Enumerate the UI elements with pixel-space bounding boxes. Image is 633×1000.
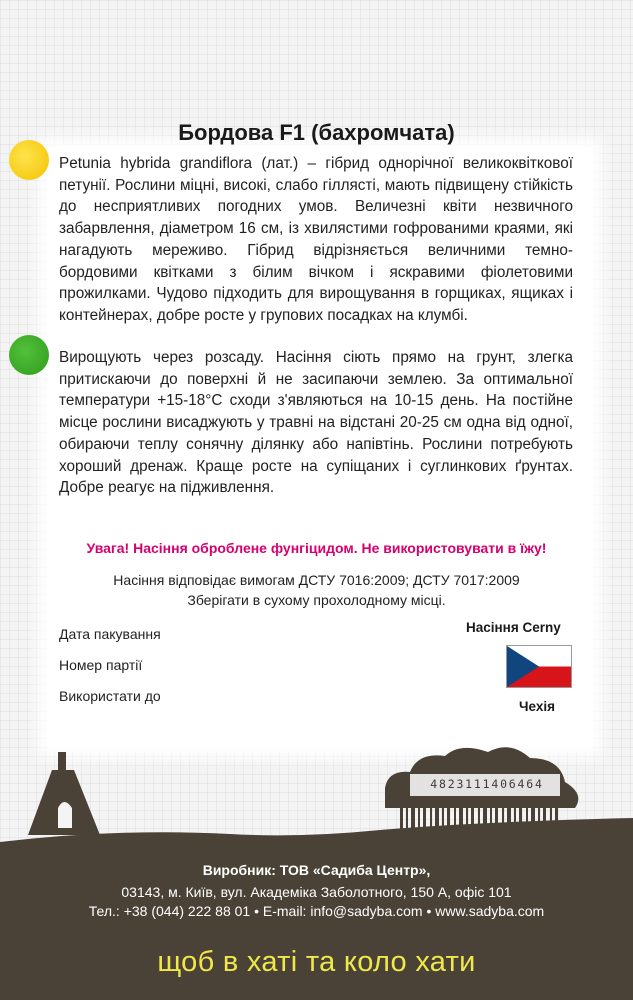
pack-date-label: Дата пакування [59,626,161,642]
contacts-text: Тел.: +38 (044) 222 88 01 • E-mail: info@sadyba.com • www.sadyba.com [88,903,545,919]
product-title: Бордова F1 (бахромчата) [178,120,455,145]
address-text: 03143, м. Київ, вул. Академіка Заболотного, 150 А, офіс 101 [121,884,512,900]
barcode-number: 4823111406464 [430,777,544,791]
country-name: Чехія [519,699,555,714]
yellow-dot-icon [9,140,49,180]
czech-flag-icon [506,645,572,688]
use-by-label: Використати до [59,688,161,704]
description-paragraph: Petunia hybrida grandiflora (лат.) – гібрид однорічної великоквіткової петунії. Рослини міцні, високі, слабо гіллясті, мають підвищену стійкість до несприятливих погодних умов. Величезні квіти незвичного забарвлення, діаметром 16 см, із хвилястими гофрованими краями, які нагадують мереживо. Гібрид відрізняється величними темно-бордовими квітками з білим вічком і яскравими фіолетовими прожилками. Чудово підходить для вирощування в горщиках, ящиках і контейнерах, добре росте у групових посадках на клумбі. [59,155,573,324]
warning-text: Увага! Насіння оброблене фунгіцидом. Не використовувати в їжу! [86,540,547,556]
standards-text: Насіння відповідає вимогам ДСТУ 7016:2009; ДСТУ 7017:2009 [113,572,520,588]
house-silhouette-icon [0,730,633,855]
slogan-text: щоб в хаті та коло хати [157,946,476,978]
batch-label: Номер партії [59,657,143,673]
producer-text: Виробник: ТОВ «Садиба Центр», [202,862,431,878]
brand-name: Насіння Cerny [466,620,561,635]
storage-text: Зберігати в сухому прохолодному місці. [187,592,446,608]
green-dot-icon [9,335,49,375]
growing-paragraph: Вирощують через розсаду. Насіння сіють прямо на грунт, злегка притискаючи до поверхні й не засипаючи землею. За оптимальної температури +15-18°С сходи з'являються на 10-15 день. На постійне місце рослини висаджують у травні на відстані 20-25 см одна від одної, обираючи теплу сонячну ділянку або напівтінь. Рослини потребують хороший дренаж. Краще росте на супіщаних і суглинкових ґрунтах. Добре реагує на підживлення. [59,349,573,497]
